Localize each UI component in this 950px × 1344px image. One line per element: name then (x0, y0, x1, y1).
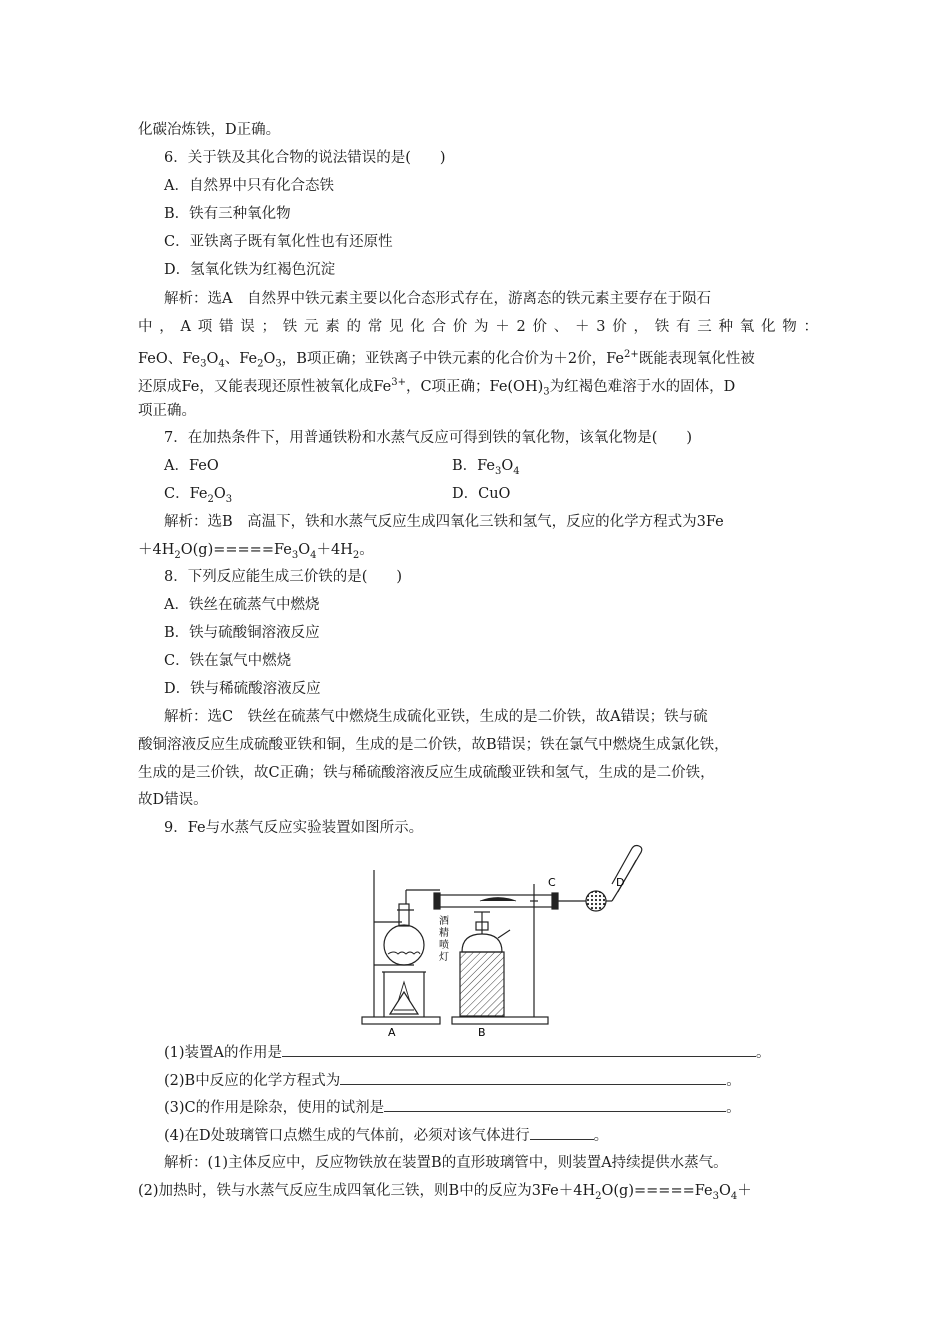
question-8: 8．下列反应能生成三价铁的是( ) (164, 569, 403, 585)
answer-9-line: (2)加热时，铁与水蒸气反应生成四氧化三铁，则B中的反应为$3Fe+4H_2O(g)=====Fe_3O_4+$ (138, 1183, 752, 1202)
question-7-option-a: A．FeO (164, 458, 219, 474)
label-c: C (548, 876, 556, 889)
lamp-label-char: 喷 (439, 940, 449, 951)
answer-blank[interactable] (384, 1097, 726, 1112)
label-a: A (388, 1026, 396, 1038)
answer-8-line: 酸铜溶液反应生成硫酸亚铁和铜，生成的是二价铁，故B错误；铁在氯气中燃烧生成氯化铁， (138, 737, 729, 753)
answer-6-line: FeO、$Fe_3O_4$、$Fe_2O_3$，B项正确；亚铁离子中铁元素的化合价为＋2价，$Fe^{2+}$既能表现氧化性被 (138, 349, 755, 370)
answer-blank[interactable] (530, 1125, 594, 1140)
question-7-option-c: C．$Fe_2O_3$ (164, 486, 233, 505)
answer-blank[interactable] (340, 1070, 726, 1085)
lamp-label-char: 酒 (439, 916, 449, 927)
answer-6-line: 项正确。 (138, 403, 196, 419)
question-7-option-b: B．$Fe_3O_4$ (452, 458, 520, 477)
round-flask (384, 925, 424, 965)
question-6-option-a: A．自然界中只有化合态铁 (164, 178, 334, 194)
question-8-option-b: B．铁与硫酸铜溶液反应 (164, 625, 320, 641)
answer-7-line: $+4H_2O(g)=====Fe_3O_4+4H_2$。 (138, 542, 374, 561)
answer-7-line: 解析：选B 高温下，铁和水蒸气反应生成四氧化三铁和氢气，反应的化学方程式为3Fe (164, 514, 724, 530)
sub-question-4: (4)在D处玻璃管口点燃生成的气体前，必须对该气体进行 。 (164, 1125, 844, 1146)
blast-lamp-tank (460, 952, 504, 1016)
question-8-option-c: C．铁在氯气中燃烧 (164, 653, 292, 669)
answer-8-line: 解析：选C 铁丝在硫蒸气中燃烧生成硫化亚铁，生成的是二价铁，故A错误；铁与硫 (164, 709, 708, 725)
stand-a-base (362, 1017, 440, 1024)
answer-6-line: 中，A项错误；铁元素的常见化合价为＋2价、＋3价，铁有三种氧化物： (138, 319, 818, 335)
answer-8-line: 生成的是三价铁，故C正确；铁与稀硫酸溶液反应生成硫酸亚铁和氢气，生成的是二价铁， (138, 765, 715, 781)
lamp-label-char: 灯 (439, 952, 449, 963)
sub-question-1: (1)装置A的作用是 。 (164, 1042, 844, 1063)
sub-question-2: (2)B中反应的化学方程式为 。 (164, 1070, 844, 1091)
question-6-option-c: C．亚铁离子既有氧化性也有还原性 (164, 234, 393, 250)
answer-9-line: 解析：(1)主体反应中，反应物铁放在装置B的直形玻璃管中，则装置A持续提供水蒸气。 (164, 1155, 728, 1171)
question-7: 7．在加热条件下，用普通铁粉和水蒸气反应可得到铁的氧化物，该氧化物是( ) (164, 430, 693, 446)
stand-b-base (452, 1017, 548, 1024)
answer-8-line: 故D错误。 (138, 792, 208, 808)
label-b: B (478, 1026, 486, 1038)
question-9: 9．Fe与水蒸气反应实验装置如图所示。 (164, 820, 424, 836)
test-tube-d (612, 846, 642, 902)
answer-6-line: 解析：选A 自然界中铁元素主要以化合态形式存在，游离态的铁元素主要存在于陨石 (164, 291, 711, 307)
label-d: D (616, 876, 625, 889)
blast-lamp-bulb (462, 934, 502, 952)
answer-6-line: 还原成Fe，又能表现还原性被氧化成$Fe^{3+}$，C项正确；$Fe(OH)_3$为红褐色难溶于水的固体，D (138, 377, 736, 398)
question-7-option-d: D．CuO (452, 486, 511, 502)
lamp-a (390, 992, 418, 1014)
text-line: 化碳冶炼铁，D正确。 (138, 122, 281, 138)
question-6-option-d: D．氢氧化铁为红褐色沉淀 (164, 262, 336, 278)
question-8-option-a: A．铁丝在硫蒸气中燃烧 (164, 597, 320, 613)
question-6-option-b: B．铁有三种氧化物 (164, 206, 291, 222)
lamp-label-char: 精 (439, 928, 449, 939)
drying-tube-c (586, 891, 606, 911)
question-8-option-d: D．铁与稀硫酸溶液反应 (164, 681, 321, 697)
answer-blank[interactable] (282, 1042, 756, 1057)
apparatus-figure (350, 842, 650, 1038)
question-6: 6．关于铁及其化合物的说法错误的是( ) (164, 150, 446, 166)
sub-question-3: (3)C的作用是除杂，使用的试剂是 。 (164, 1097, 844, 1118)
